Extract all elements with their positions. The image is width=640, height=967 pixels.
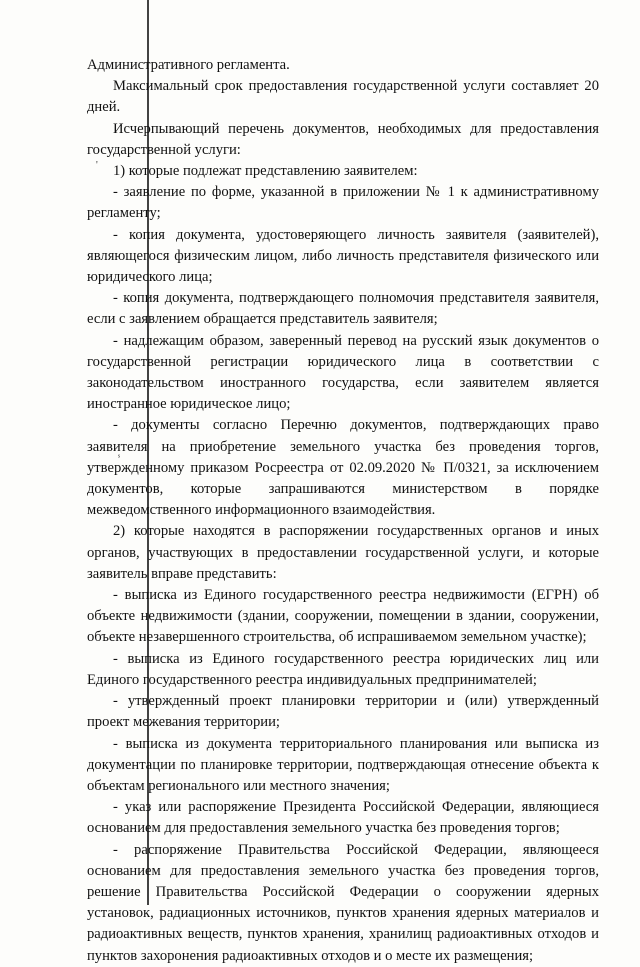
scan-speck: ˢ (118, 452, 121, 463)
paragraph-5: - копия документа, удостоверяющего личность заявителя (заявителей), являющегося физическим лицом, либо личность представителя физического или юридического лица; (87, 226, 599, 286)
document-body (87, 55, 599, 967)
paragraph-1: Максимальный срок предоставления государственной услуги составляет 20 дней. (87, 78, 599, 116)
paragraph-0: Административного регламента. (87, 57, 290, 73)
paragraph-3: 1) которые подлежат представлению заявителем: (113, 163, 418, 180)
paragraph-15: - распоряжение Правительства Российской Федерации, являющееся основанием для предоставления земельного участка без проведения торгов, решение Правительства Российской Федерации о сооружении ядерных установок, радиационных источников, пунктов хранения ядерных материалов и радиоактивных веществ, пунктов хранения, хранилищ радиоактивных отходов и пунктов захоронения радиоактивных отходов и о месте их размещения; (87, 841, 599, 964)
paragraph-4: - заявление по форме, указанной в приложении № 1 к административному регламенту; (87, 184, 599, 222)
paragraph-8: - документы согласно Перечню документов, подтверждающих право заявителя на приобретение земельного участка без проведения торгов, утвержденному приказом Росреестра от 02.09.2020 № П/0321, за исключением документов, которые запрашиваются министерством в порядке межведомственного информационного взаимодействия. (87, 417, 599, 519)
paragraph-13: - выписка из документа территориального планирования или выписка из документации по планировке территории, подтверждающая отнесение объекта к объектам регионального или местного значения; (87, 735, 599, 794)
paragraph-6: - копия документа, подтверждающего полномочия представителя заявителя, если с заявлением обращается представитель заявителя; (87, 290, 599, 328)
paragraph-9: 2) которые находятся в распоряжении государственных органов и иных органов, участвующих в предоставлении государственной услуги, и которые заявитель вправе представить: (87, 523, 599, 582)
paragraph-12: - утвержденный проект планировки территории и (или) утвержденный проект межевания территории; (87, 693, 599, 731)
paragraph-14: - указ или распоряжение Президента Российской Федерации, являющиеся основанием для предоставления земельного участка без проведения торгов; (87, 799, 599, 837)
paragraph-10: - выписка из Единого государственного реестра недвижимости (ЕГРН) об объекте недвижимости (здании, сооружении, помещении в здании, сооружении, объекте незавершенного строительства, об испрашиваемом земельном участке); (87, 587, 599, 646)
paragraph-7: - надлежащим образом, заверенный перевод на русский язык документов о государственной регистрации юридического лица в соответствии с законодательством иностранного государства, если заявителем является иностранное юридическое лицо; (87, 332, 599, 413)
paragraph-11: - выписка из Единого государственного реестра юридических лиц или Единого государственного реестра индивидуальных предпринимателей; (87, 650, 599, 688)
paragraph-2: Исчерпывающий перечень документов, необходимых для предоставления государственной услуги: (87, 120, 599, 158)
scan-speck: ' (96, 160, 98, 171)
